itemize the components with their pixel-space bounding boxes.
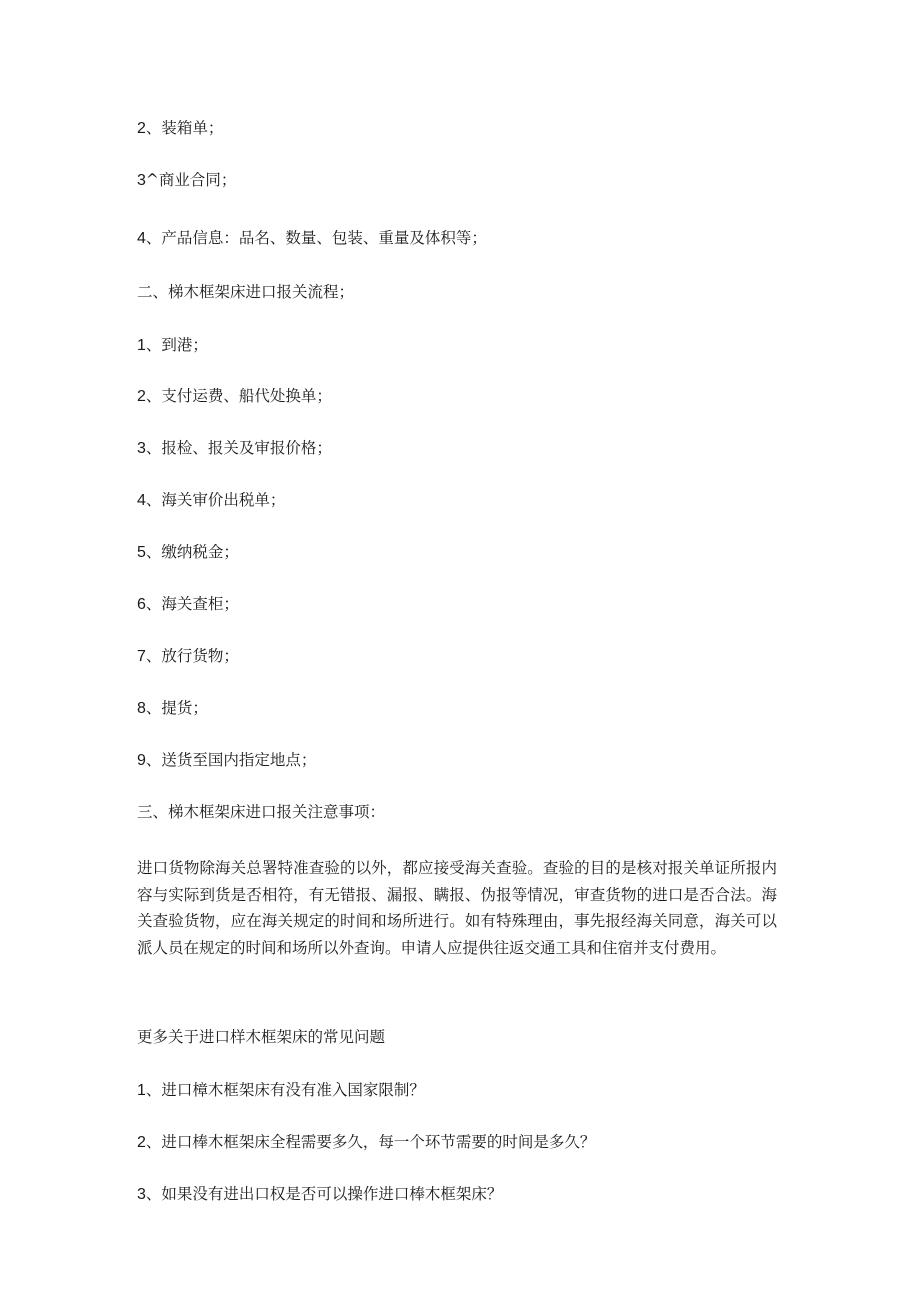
- doc-line: 3^商业合同；: [137, 171, 237, 189]
- section-heading: 三、梯木框架床进口报关注意事项：: [137, 803, 386, 821]
- doc-line: 4、产品信息：品名、数量、包装、重量及体积等；: [137, 229, 487, 247]
- doc-line: 2、装箱单；: [137, 119, 224, 137]
- body-paragraph: 进口货物除海关总署特准查验的以外，都应接受海关查验。查验的目的是核对报关单证所报内容与实际到货是否相符，有无错报、漏报、瞒报、伪报等情况，审查货物的进口是否合法。海关查验货物，应在海关规定的时间和场所进行。如有特殊理由，事先报经海关同意，海关可以派人员在规定的时间和场所以外查询。申请人应提供往返交通工具和住宿并支付费用。: [137, 859, 777, 957]
- doc-line: 8、提货；: [137, 699, 208, 717]
- faq-item: 2、进口棒木框架床全程需要多久，每一个环节需要的时间是多久？: [137, 1133, 596, 1151]
- doc-line: 2、支付运费、船代处换单；: [137, 387, 332, 405]
- faq-item: 1、进口樟木框架床有没有准入国家限制？: [137, 1081, 425, 1099]
- doc-line: 6、海关查柜；: [137, 595, 239, 613]
- doc-line: 4、海关审价出税单；: [137, 491, 286, 509]
- doc-line: 7、放行货物；: [137, 647, 239, 665]
- doc-line: 1、到港；: [137, 336, 208, 354]
- faq-item: 3、如果没有进出口权是否可以操作进口棒木框架床？: [137, 1185, 503, 1203]
- doc-line: 9、送货至国内指定地点；: [137, 751, 317, 769]
- faq-heading: 更多关于进口样木框架床的常见问题: [137, 1028, 386, 1046]
- doc-line: 5、缴纳税金；: [137, 543, 239, 561]
- section-heading: 二、梯木框架床进口报关流程；: [137, 283, 355, 301]
- doc-line: 3、报检、报关及审报价格；: [137, 439, 332, 457]
